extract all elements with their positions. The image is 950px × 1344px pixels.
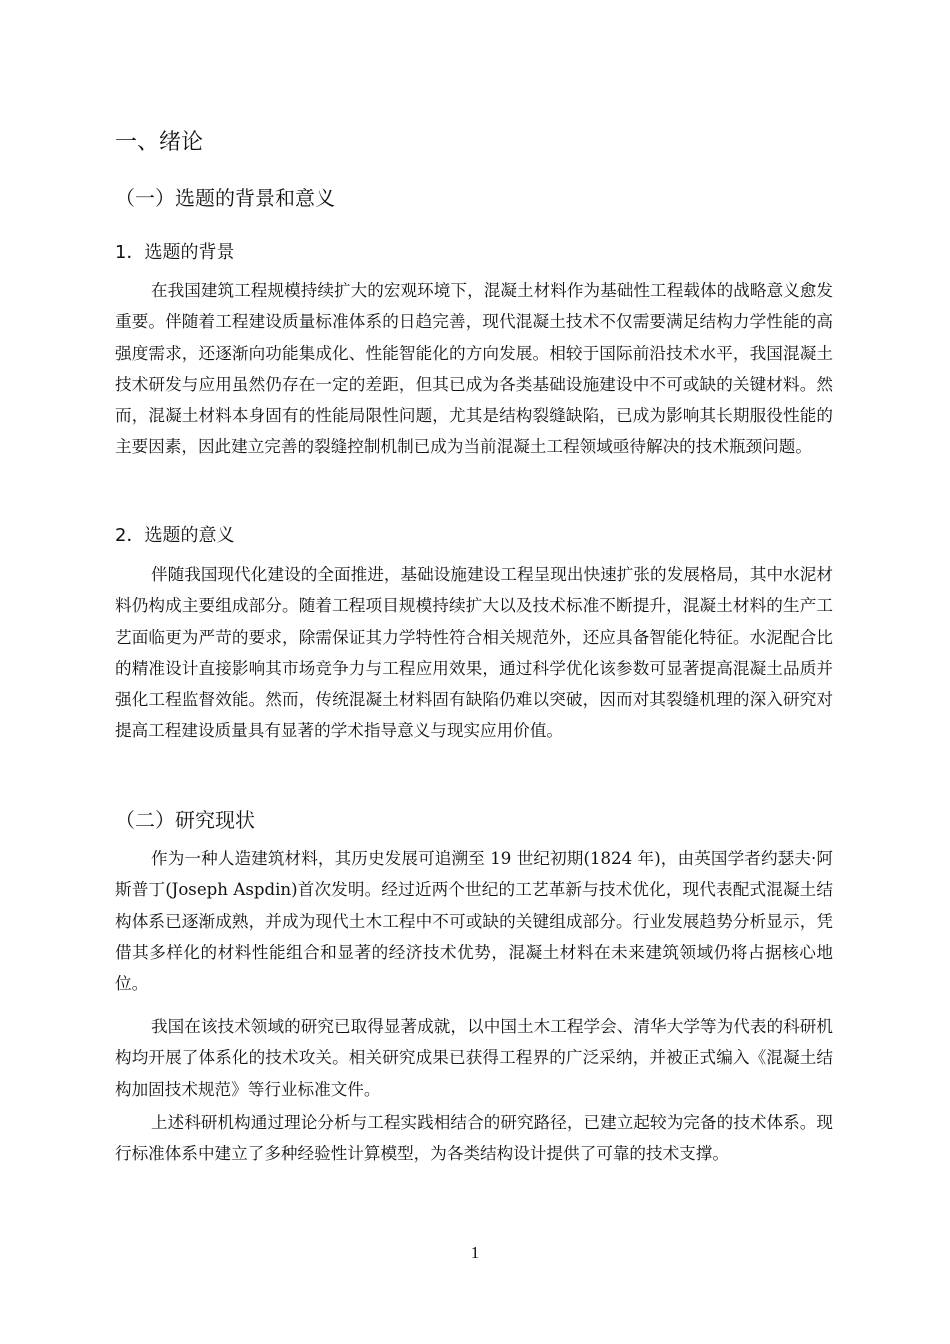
paragraph-research-domestic: 我国在该技术领域的研究已取得显著成就，以中国土木工程学会、清华大学等为代表的科研机构均开展了体系化的技术攻关。相关研究成果已获得工程界的广泛采纳，并被正式编入《混凝土结构加固技术规范》等行业标准文件。 xyxy=(115,1017,833,1099)
chapter-heading: 一、绪论 xyxy=(115,130,204,155)
subsection-heading-background: 1．选题的背景 xyxy=(115,242,235,263)
section-heading-background-significance: （一）选题的背景和意义 xyxy=(115,186,335,210)
page-number: 1 xyxy=(470,1243,480,1262)
paragraph-research-system: 上述科研机构通过理论分析与工程实践相结合的研究路径，已建立起较为完备的技术体系。现行标准体系中建立了多种经验性计算模型，为各类结构设计提供了可靠的技术支撑。 xyxy=(115,1113,833,1164)
paragraph-research-history: 作为一种人造建筑材料，其历史发展可追溯至 19 世纪初期(1824 年)，由英国学者约瑟夫·阿斯普丁(Joseph Aspdin)首次发明。经过近两个世纪的工艺革新与技术优化，现代表配式混凝土结构体系已逐渐成熟，并成为现代土木工程中不可或缺的关键组成部分。行业发展趋势分析显示，凭借其多样化的材料性能组合和显著的经济技术优势，混凝土材料在未来建筑领域仍将占据核心地位。 xyxy=(115,849,833,994)
subsection-heading-significance: 2．选题的意义 xyxy=(115,525,235,546)
paragraph-background: 在我国建筑工程规模持续扩大的宏观环境下，混凝土材料作为基础性工程载体的战略意义愈发重要。伴随着工程建设质量标准体系的日趋完善，现代混凝土技术不仅需要满足结构力学性能的高强度需求，还逐渐向功能集成化、性能智能化的方向发展。相较于国际前沿技术水平，我国混凝土技术研发与应用虽然仍存在一定的差距，但其已成为各类基础设施建设中不可或缺的关键材料。然而，混凝土材料本身固有的性能局限性问题，尤其是结构裂缝缺陷，已成为影响其长期服役性能的主要因素，因此建立完善的裂缝控制机制已成为当前混凝土工程领域亟待解决的技术瓶颈问题。 xyxy=(115,281,833,457)
paragraph-significance: 伴随我国现代化建设的全面推进，基础设施建设工程呈现出快速扩张的发展格局，其中水泥材料仍构成主要组成部分。随着工程项目规模持续扩大以及技术标准不断提升，混凝土材料的生产工艺面临更为严苛的要求，除需保证其力学特性符合相关规范外，还应具备智能化特征。水泥配合比的精准设计直接影响其市场竞争力与工程应用效果，通过科学优化该参数可显著提高混凝土品质并强化工程监督效能。然而，传统混凝土材料固有缺陷仍难以突破，因而对其裂缝机理的深入研究对提高工程建设质量具有显著的学术指导意义与现实应用价值。 xyxy=(115,565,833,741)
section-heading-research-status: （二）研究现状 xyxy=(115,808,255,832)
